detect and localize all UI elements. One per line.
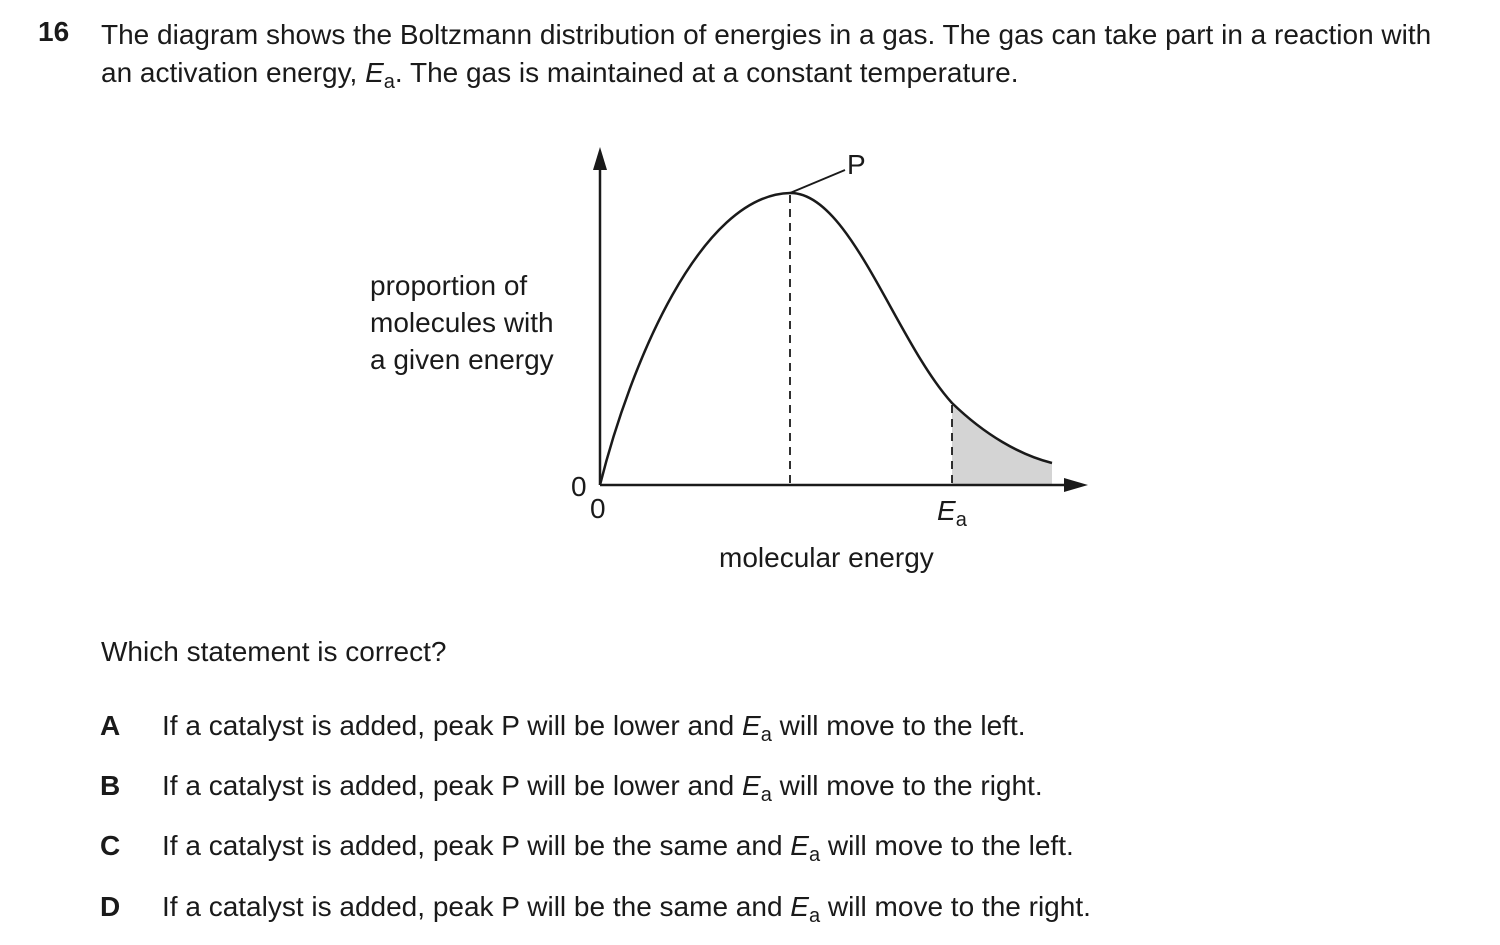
option-ea-symbol: E [742,710,761,741]
option-c-text[interactable] [162,830,1074,866]
option-text-post: will move to the right. [771,770,1043,801]
peak-label: P [847,149,866,180]
option-letter-c: C [100,830,121,861]
y-origin-label: 0 [571,471,587,502]
question-prompt: Which statement is correct? [101,636,447,667]
stem-ea-subscript: a [383,71,395,93]
option-letter-d: D [100,891,121,922]
ea-axis-label-subscript: a [955,509,967,531]
option-letter-a: A [100,710,121,741]
option-text-pre: If a catalyst is added, peak P will be the same and [162,891,791,922]
ea-axis-label [937,495,968,531]
stem-text-2: . The gas is maintained at a constant temperature. [394,57,1019,88]
peak-leader-line [790,170,845,193]
option-ea-subscript: a [808,905,821,927]
option-ea-subscript: a [760,784,772,806]
y-axis-label-line: molecules with [370,307,554,338]
option-ea-subscript: a [760,724,772,746]
option-ea-subscript: a [808,844,821,866]
x-axis-arrowhead [1064,478,1088,492]
option-ea-symbol: E [790,891,809,922]
x-axis-label: molecular energy [719,542,934,573]
question-number: 16 [38,16,70,47]
stem-text-1: The diagram shows the Boltzmann distribution of energies in a gas. The gas can take part in a reaction with an activation energy, [101,19,1432,88]
option-b-text[interactable] [162,770,1043,806]
option-text-pre: If a catalyst is added, peak P will be lower and [162,770,743,801]
y-axis-label-line: proportion of [370,270,528,301]
option-text-pre: If a catalyst is added, peak P will be the same and [162,830,791,861]
y-axis-label-line: a given energy [370,344,554,375]
ea-axis-label-symbol: E [937,495,956,526]
option-ea-symbol: E [790,830,809,861]
x-origin-label: 0 [590,493,606,524]
option-d-text[interactable] [162,891,1091,927]
option-text-post: will move to the left. [820,830,1074,861]
option-a-text[interactable] [162,710,1026,746]
option-text-pre: If a catalyst is added, peak P will be lower and [162,710,743,741]
option-ea-symbol: E [742,770,761,801]
option-text-post: will move to the left. [771,710,1026,741]
option-letter-b: B [100,770,121,801]
y-axis-arrowhead [593,147,607,170]
option-text-post: will move to the right. [820,891,1091,922]
stem-ea-symbol: E [365,57,384,88]
